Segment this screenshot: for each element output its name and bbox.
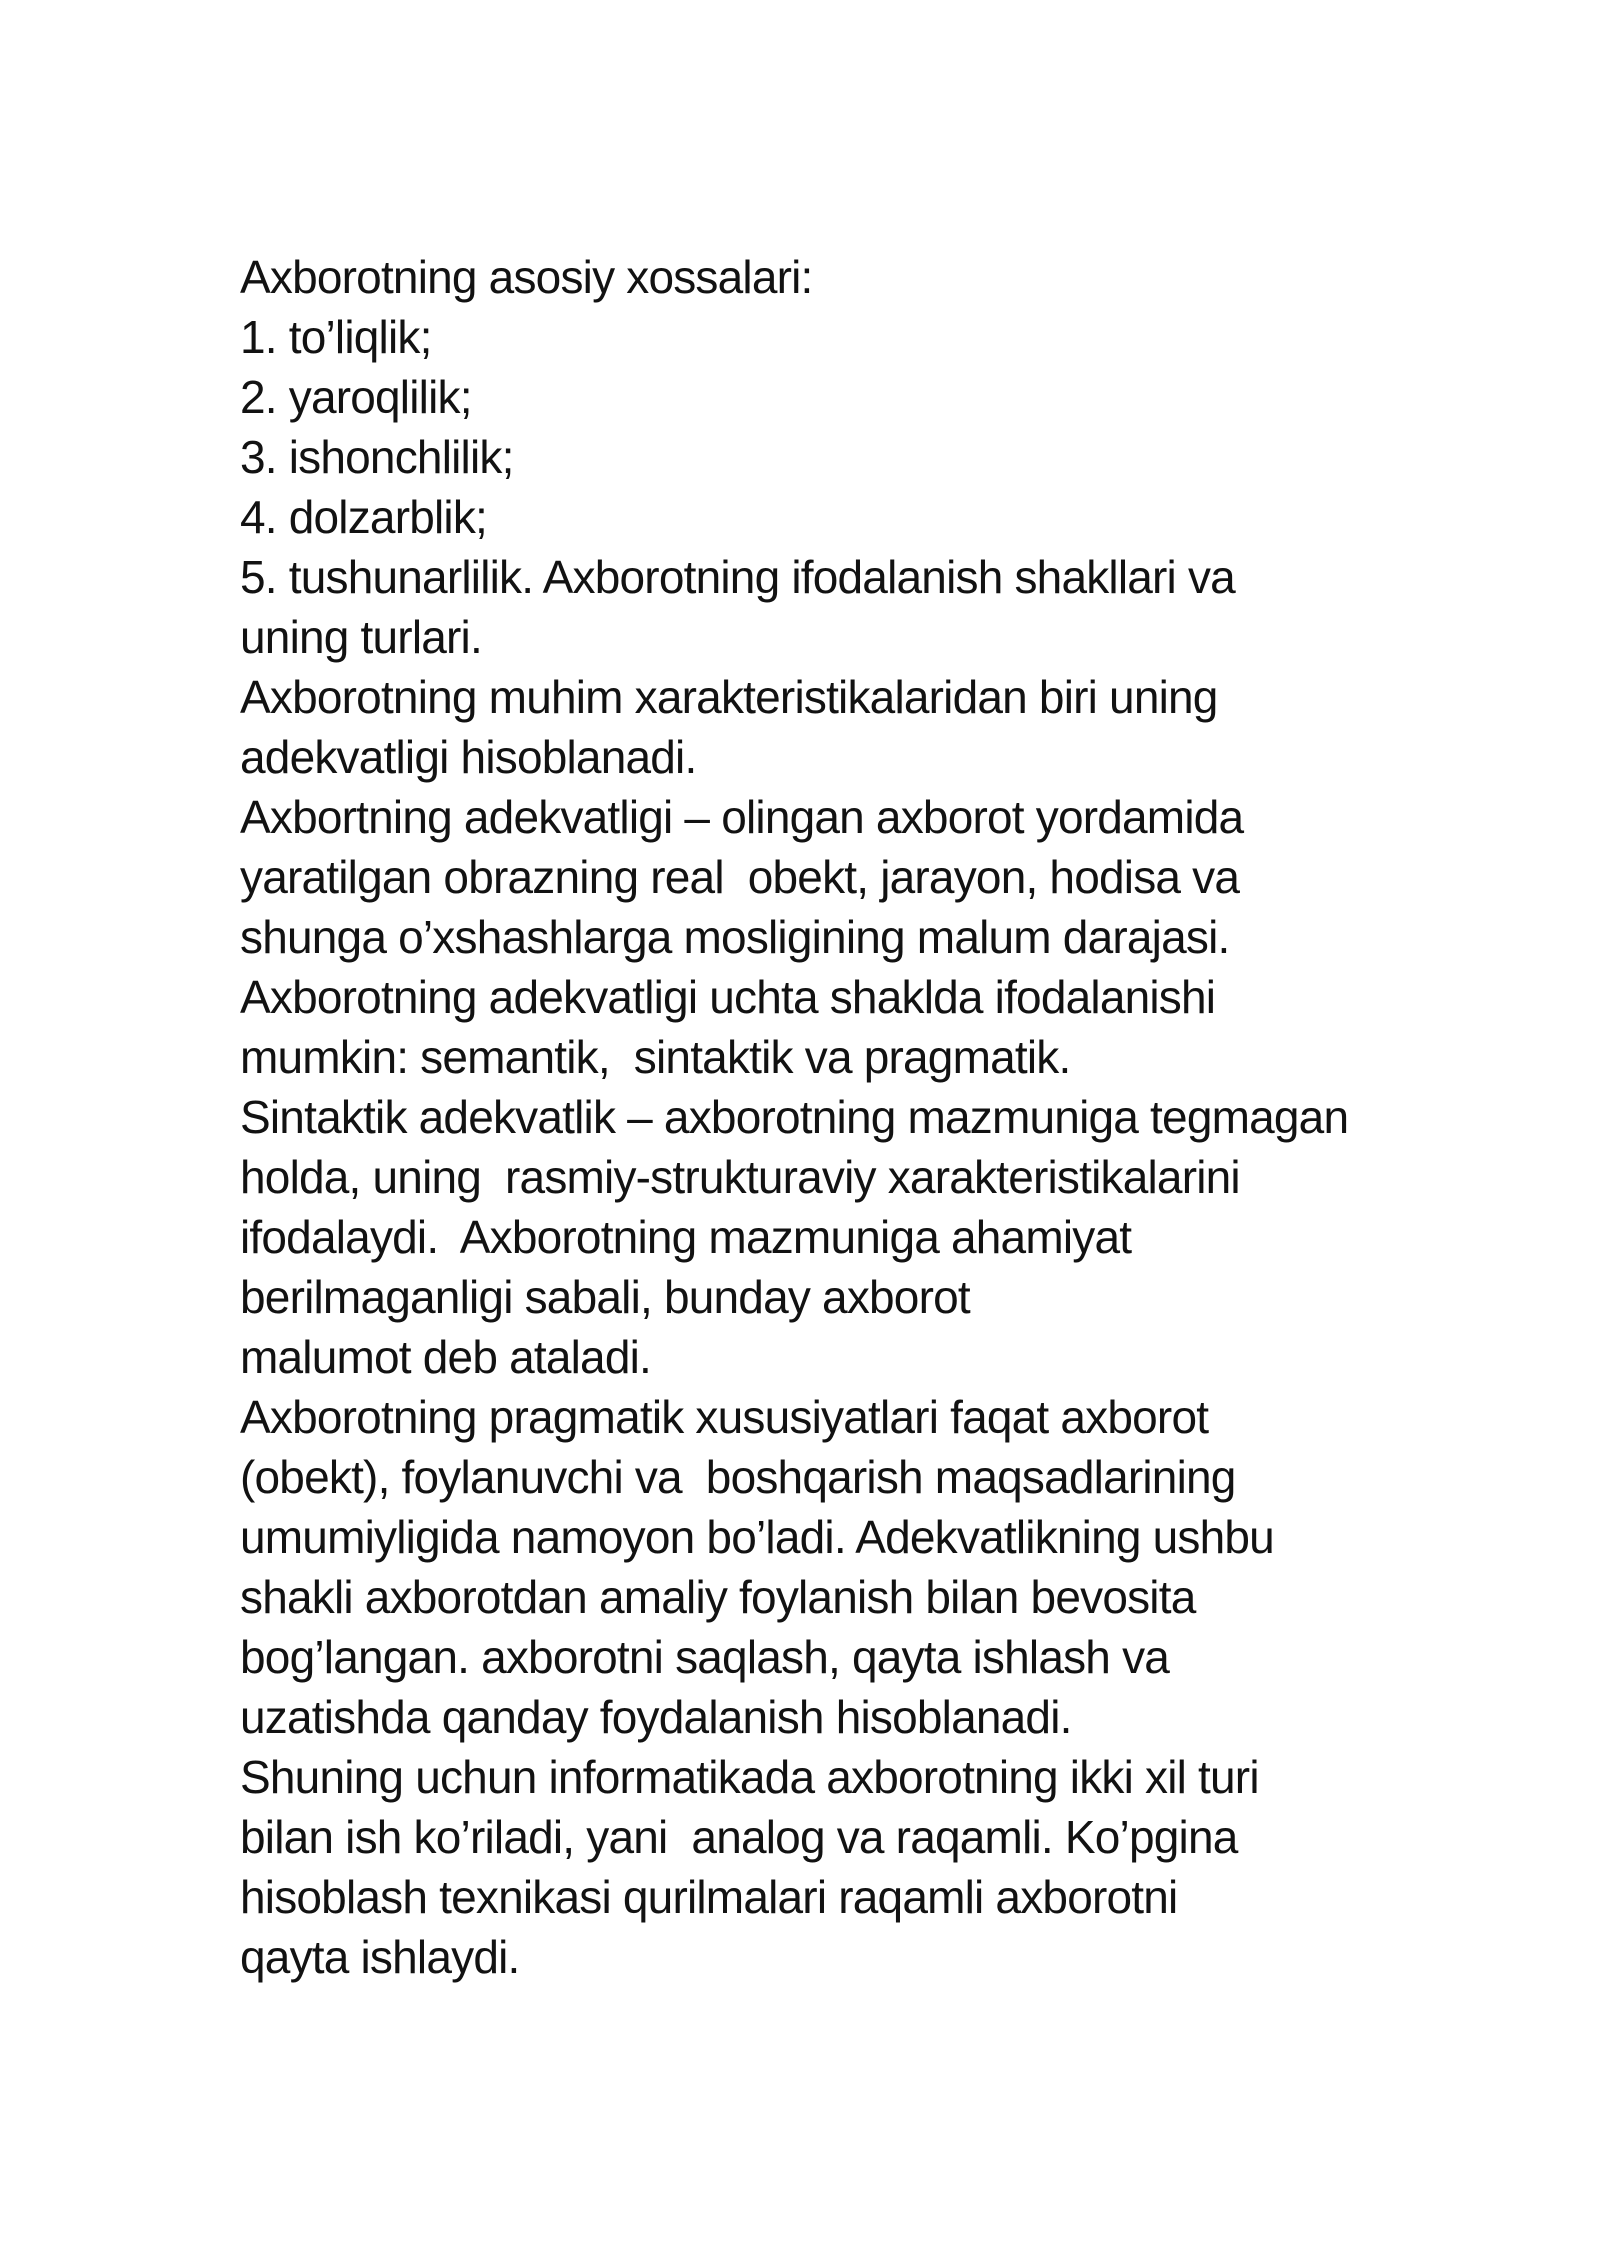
text-line: uzatishda qanday foydalanish hisoblanadi. — [240, 1691, 1072, 1743]
text-line: qayta ishlaydi. — [240, 1931, 520, 1983]
text-line: berilmaganligi sabali, bunday axborot — [240, 1271, 970, 1323]
text-line: umumiyligida namoyon bo’ladi. Adekvatlikning ushbu — [240, 1511, 1274, 1563]
text-line: Sintaktik adekvatlik – axborotning mazmuniga tegmagan — [240, 1091, 1349, 1143]
text-line: holda, uning rasmiy-strukturaviy xarakteristikalarini — [240, 1151, 1240, 1203]
text-line: Axborotning muhim xarakteristikalaridan biri uning — [240, 671, 1218, 723]
text-line: 1. to’liqlik; — [240, 311, 432, 363]
text-line: 5. tushunarlilik. Axborotning ifodalanish shakllari va — [240, 551, 1235, 603]
text-line: Axborotning pragmatik xususiyatlari faqat axborot — [240, 1391, 1209, 1443]
text-line: Axborotning asosiy xossalari: — [240, 251, 813, 303]
text-line: malumot deb ataladi. — [240, 1331, 652, 1383]
text-line: shunga o’xshashlarga mosligining malum darajasi. — [240, 911, 1230, 963]
text-line: 3. ishonchlilik; — [240, 431, 514, 483]
document-text-block — [240, 247, 1420, 1987]
text-line: bog’langan. axborotni saqlash, qayta ishlash va — [240, 1631, 1170, 1683]
text-line: uning turlari. — [240, 611, 482, 663]
text-line: Shuning uchun informatikada axborotning ikki xil turi — [240, 1751, 1259, 1803]
text-line: yaratilgan obrazning real obekt, jarayon, hodisa va — [240, 851, 1240, 903]
text-line: Axborotning adekvatligi uchta shaklda ifodalanishi — [240, 971, 1216, 1023]
text-line: adekvatligi hisoblanadi. — [240, 731, 697, 783]
text-line: hisoblash texnikasi qurilmalari raqamli axborotni — [240, 1871, 1178, 1923]
text-line: Axbortning adekvatligi – olingan axborot yordamida — [240, 791, 1244, 843]
text-line: (obekt), foylanuvchi va boshqarish maqsadlarining — [240, 1451, 1236, 1503]
text-line: ifodalaydi. Axborotning mazmuniga ahamiyat — [240, 1211, 1132, 1263]
text-line: mumkin: semantik, sintaktik va pragmatik. — [240, 1031, 1071, 1083]
text-line: 2. yaroqlilik; — [240, 371, 472, 423]
text-line: bilan ish ko’riladi, yani analog va raqamli. Ko’pgina — [240, 1811, 1238, 1863]
text-line: shakli axborotdan amaliy foylanish bilan bevosita — [240, 1571, 1196, 1623]
text-line: 4. dolzarblik; — [240, 491, 488, 543]
